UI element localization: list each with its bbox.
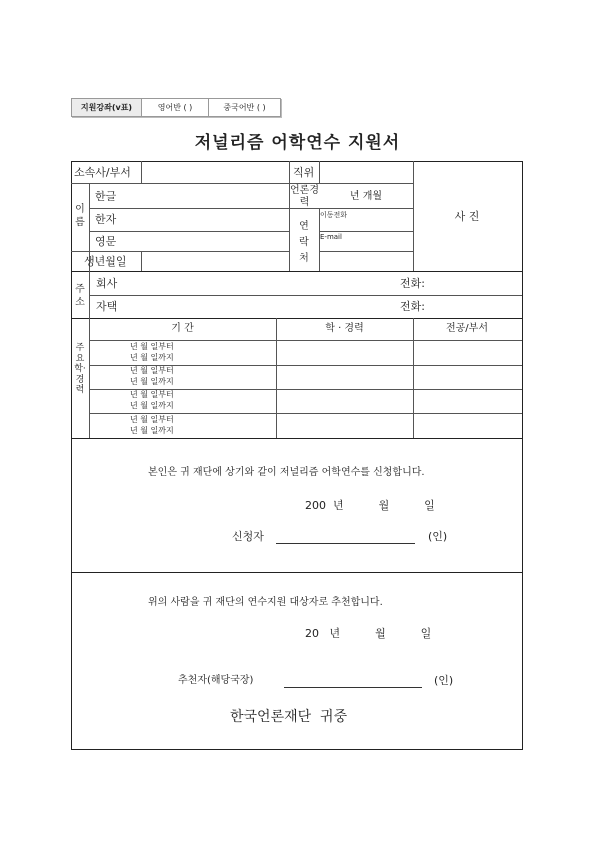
contact-label: 연락처 [299,221,309,264]
recommender-seal: (인) [434,674,454,687]
history-column-header: 학 · 경력 [325,323,364,334]
address-label: 주소 [75,284,85,308]
name-english-label: 영문 [95,235,117,248]
applicant-signature-line[interactable] [276,543,415,544]
photo-placeholder[interactable]: 사 진 [454,210,480,223]
dob-label: 생년월일 [84,255,127,268]
recommendation-statement: 위의 사람을 귀 재단의 연수지원 대상자로 추천합니다. [148,597,383,608]
major-column-header: 전공/부서 [445,323,488,334]
history-row-2-start[interactable]: 년 월 일부터 [130,366,174,375]
history-row-1-end[interactable]: 년 월 일까지 [130,353,174,362]
course-selector [71,98,281,117]
applicant-label: 신청자 [232,530,264,543]
affiliation-field[interactable] [143,163,287,181]
declaration-date[interactable]: 200 년 월 일 [305,499,435,512]
affiliation-label: 소속사/부서 [74,166,131,179]
position-label: 직위 [293,166,315,179]
career-unit[interactable]: 년 개월 [349,191,383,202]
name-hangul-label: 한글 [95,190,117,203]
home-address-field[interactable] [125,297,395,316]
addressee: 한국언론재단 귀중 [230,709,348,725]
name-label: 이름 [75,204,85,228]
name-english-field[interactable] [125,233,287,250]
name-hanja-field[interactable] [125,210,287,229]
recommender-signature-line[interactable] [284,687,422,688]
home-address-label: 자택 [96,300,118,313]
page-title: 저널리즘 어학연수 지원서 [194,133,401,153]
declaration-statement: 본인은 귀 재단에 상기와 같이 저널리즘 어학연수를 신청합니다. [148,467,425,478]
history-row-3-end[interactable]: 년 월 일까지 [130,401,174,410]
home-phone-label: 전화: [400,300,425,313]
dob-field[interactable] [143,253,287,270]
history-section-label: 주요학·경력 [74,343,86,395]
position-field[interactable] [321,163,411,181]
mobile-label: 이동전화 [320,211,348,219]
home-phone-field[interactable] [430,297,518,316]
office-phone-field[interactable] [430,274,518,293]
history-row-1-start[interactable]: 년 월 일부터 [130,342,174,351]
career-label: 언론경력 [290,185,319,208]
office-phone-label: 전화: [400,277,425,290]
name-hanja-label: 한자 [95,213,117,226]
email-label: E-mail [320,233,342,241]
history-row-2-end[interactable]: 년 월 일까지 [130,377,174,386]
chinese-course-option[interactable]: 중국어반 ( ) [223,103,266,112]
email-field[interactable] [321,242,411,250]
applicant-seal: (인) [428,530,448,543]
office-address-label: 회사 [96,277,118,290]
english-course-option[interactable]: 영어반 ( ) [157,103,193,112]
history-row-4-end[interactable]: 년 월 일까지 [130,426,174,435]
course-selector-label: 지원강좌(v표) [72,99,141,116]
office-address-field[interactable] [125,274,395,293]
recommendation-date[interactable]: 20 년 월 일 [305,627,432,640]
history-row-3-start[interactable]: 년 월 일부터 [130,390,174,399]
mobile-field[interactable] [321,220,411,230]
recommender-label: 추천자(해당국장) [178,675,254,686]
name-hangul-field[interactable] [125,185,287,206]
period-column-header: 기 간 [171,323,194,334]
history-row-4-start[interactable]: 년 월 일부터 [130,415,174,424]
